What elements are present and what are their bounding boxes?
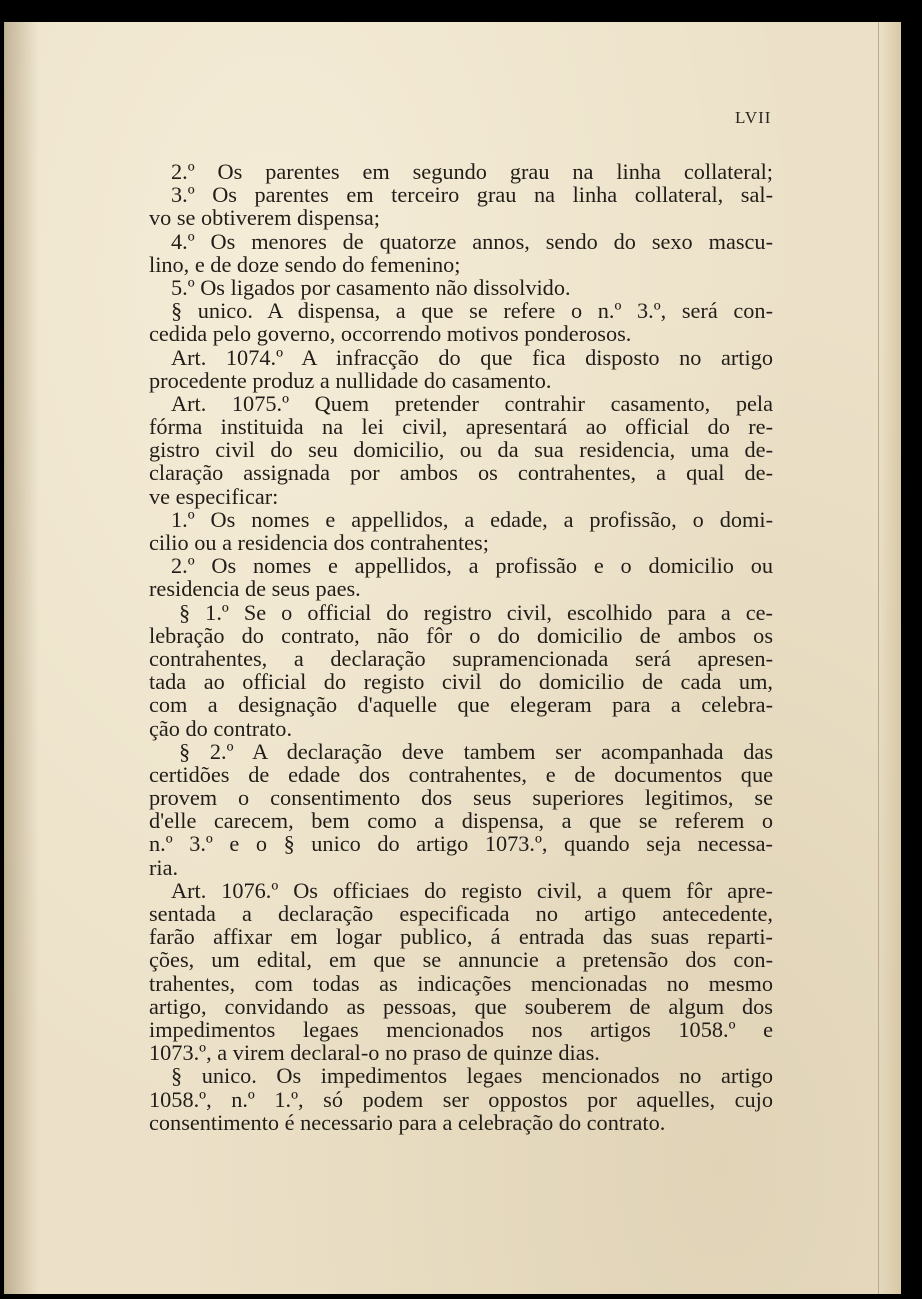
text-line: Art. 1076.º Os officiaes do registo civil, a quem fôr apre- [171,877,773,903]
text-line: cilio ou a residencia dos contrahentes; [149,530,489,555]
text-line: ve especificar: [149,483,279,509]
text-line: § unico. A dispensa, a que se refere o n.º 3.º, será con- [171,298,773,324]
gutter-shadow [5,22,39,1294]
text-line: 3.º Os parentes em terceiro grau na linha collateral, sal- [171,182,773,208]
text-line: § 2.º A declaração deve tambem ser acompanhada das [179,738,773,764]
text-line: 1.º Os nomes e appellidos, a edade, a profissão, o domi- [171,506,773,532]
book-page [4,22,901,1294]
text-line: certidões de edade dos contrahentes, e de documentos que [149,761,773,787]
text-line: n.º 3.º e o § unico do artigo 1073.º, quando seja necessa- [149,831,773,857]
text-line: residencia de seus paes. [149,576,361,602]
text-line: trahentes, com todas as indicações mencionadas no mesmo [149,970,773,996]
text-line: com a designação d'aquelle que elegeram para a celebra- [149,692,773,718]
text-line: 1073.º, a virem declaral-o no praso de quinze dias. [149,1040,600,1066]
text-line: § 1.º Se o official do registro civil, escolhido para a ce- [179,599,773,625]
text-line: consentimento é necessario para a celebração do contrato. [149,1109,666,1135]
text-line: procedente produz a nullidade do casamento. [149,367,552,393]
text-line: vo se obtiverem dispensa; [149,205,380,231]
text-line: § unico. Os impedimentos legaes mencionados no artigo [171,1063,773,1089]
text-line: 4.º Os menores de quatorze annos, sendo do sexo mascu- [171,228,773,254]
page-edge [878,22,901,1294]
text-line: sentada a declaração especificada no artigo antecedente, [149,901,773,926]
text-line: lebração do contrato, não fôr o do domicilio de ambos os [149,622,773,648]
text-line: fórma instituida na lei civil, apresentará ao official do re- [149,414,773,440]
text-line: cedida pelo governo, occorrendo motivos ponderosos. [149,321,632,347]
text-line: 2.º Os parentes em segundo grau na linha collateral; [171,159,773,184]
text-line: ção do contrato. [149,715,293,741]
text-line: Art. 1075.º Quem pretender contrahir casamento, pela [171,390,773,416]
page-body [149,160,773,1134]
text-line: d'elle carecem, bem como a dispensa, a que se referem o [149,808,773,834]
text-line: farão affixar em logar publico, á entrada das suas reparti- [149,924,773,950]
text-line: artigo, convidando as pessoas, que souberem de algum dos [149,993,773,1019]
text-line: provem o consentimento dos seus superiores legitimos, se [149,785,773,811]
text-line: lino, e de doze sendo do femenino; [149,251,461,277]
text-line: claração assignada por ambos os contrahentes, a qual de- [149,460,773,486]
text-line: 2.º Os nomes e appellidos, a profissão e o domicilio ou [171,553,773,579]
text-line: 1058.º, n.º 1.º, só podem ser oppostos por aquelles, cujo [149,1086,773,1112]
text-line: gistro civil do seu domicilio, ou da sua residencia, uma de- [149,437,773,463]
text-line: ções, um edital, em que se annuncie a pretensão dos con- [149,947,773,973]
page-number: LVII [735,108,772,127]
text-line: Art. 1074.º A infracção do que fica disposto no artigo [171,344,773,370]
text-line: ria. [149,854,179,880]
text-line: tada ao official do registo civil do domicilio de cada um, [149,669,773,695]
text-line: impedimentos legaes mencionados nos artigos 1058.º e [149,1016,773,1042]
text-line: contrahentes, a declaração supramencionada será apresen- [149,645,773,671]
text-line: 5.º Os ligados por casamento não dissolvido. [171,274,571,300]
